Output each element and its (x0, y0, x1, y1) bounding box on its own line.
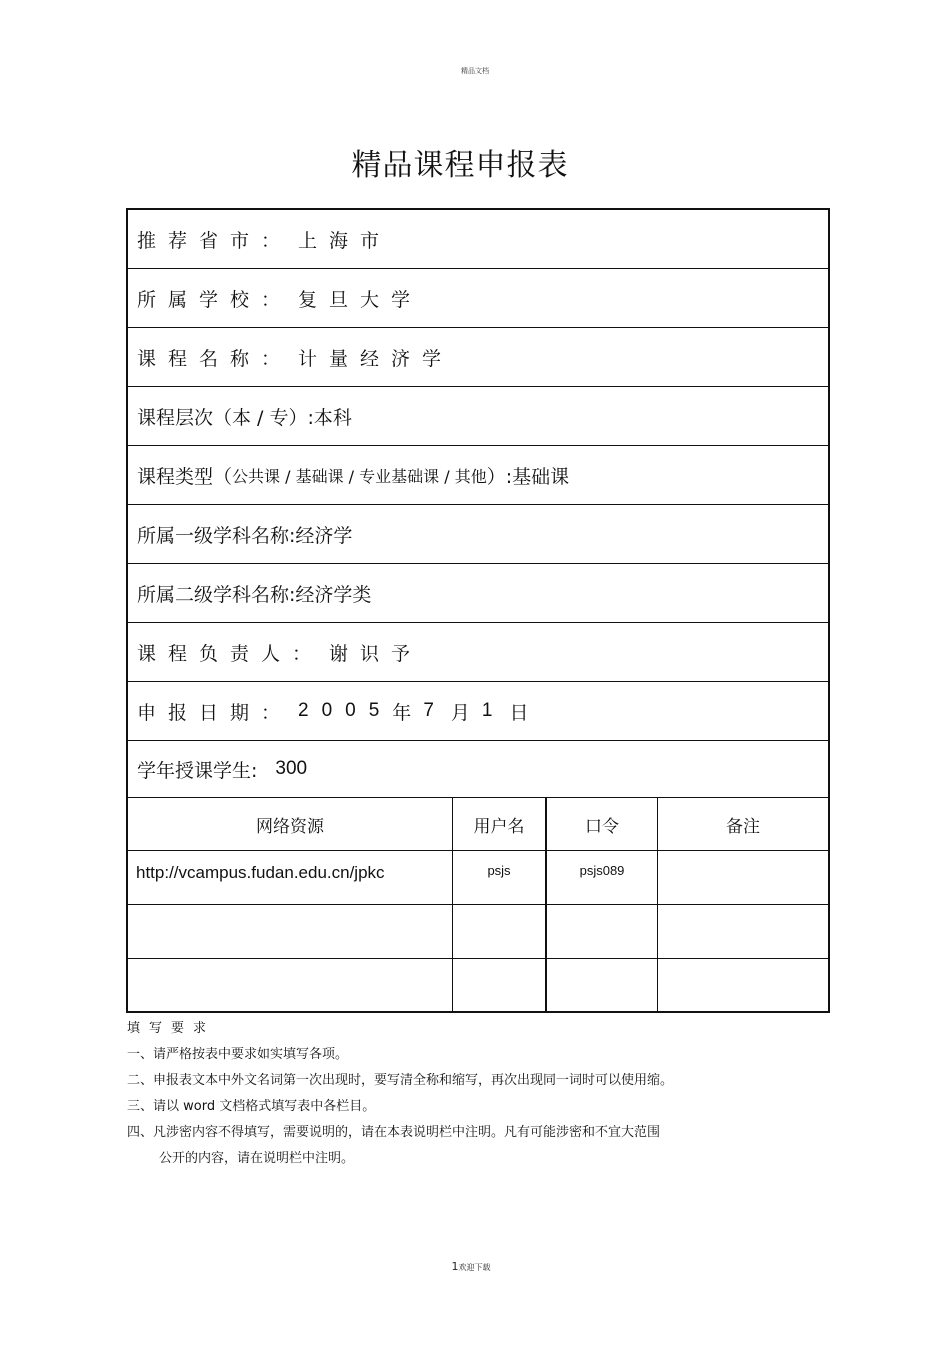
instruction-item: 二、申报表文本中外文名词第一次出现时，要写清全称和缩写，再次出现同一词时可以使用缩。 (127, 1073, 674, 1088)
students-value: 300 (275, 758, 308, 779)
row-course-level (128, 387, 828, 446)
date-label: 申报日期： (137, 701, 293, 724)
school-label: 所属学校： (137, 288, 293, 311)
footer-text: 欢迎下载 (458, 1263, 491, 1272)
resource-remarks (658, 851, 828, 904)
recommend-value: 上海市 (298, 229, 392, 252)
instruction-item: 四、凡涉密内容不得填写，需要说明的，请在本表说明栏中注明。凡有可能涉密和不宜大范围 (127, 1125, 661, 1140)
page-number: 1 (451, 1260, 459, 1273)
resource-username: psjs (487, 863, 511, 878)
row-course-leader (128, 623, 828, 682)
course-type-close: ）: (486, 465, 513, 488)
discipline2-label: 所属二级学科名称: (137, 583, 296, 606)
date-day-unit: 日 (509, 701, 541, 724)
course-type-options: 公共课 / 基础课 / 专业基础课 / 其他 (232, 466, 487, 486)
resource-url: http://vcampus.fudan.edu.cn/jpkc (136, 863, 385, 882)
discipline2-value: 经济学类 (295, 583, 372, 606)
course-type-label: 课程类型（ (137, 465, 233, 488)
page-title: 精品课程申报表 (351, 148, 569, 183)
instruction-item: 一、请严格按表中要求如实填写各项。 (127, 1047, 349, 1062)
column-header-password: 口令 (585, 816, 619, 837)
column-header-resource: 网络资源 (256, 816, 324, 837)
course-leader-value: 谢识予 (329, 642, 423, 665)
recommend-label: 推荐省市： (137, 229, 293, 252)
table-row-rule (128, 958, 828, 959)
row-discipline-level2 (128, 564, 828, 623)
course-level-label: 课程层次（本 / 专）: (137, 406, 314, 429)
footer (0, 1260, 942, 1273)
filling-instructions (127, 1016, 827, 1172)
date-month: 7 (423, 700, 447, 721)
application-form (126, 208, 830, 1013)
course-type-value: 基础课 (512, 465, 570, 488)
date-day: 1 (481, 700, 506, 721)
column-header-username: 用户名 (473, 816, 525, 837)
school-value: 复旦大学 (298, 288, 423, 311)
row-application-date (128, 682, 828, 741)
row-discipline-level1 (128, 505, 828, 564)
discipline1-label: 所属一级学科名称: (137, 524, 296, 547)
table-row-rule (128, 904, 828, 905)
course-leader-label: 课程负责人： (137, 642, 324, 665)
resource-password: psjs089 (579, 863, 625, 878)
instructions-title: 填写要求 (127, 1021, 216, 1036)
instruction-item: 三、请以 word 文档格式填写表中各栏目。 (127, 1099, 376, 1114)
date-year-unit: 年 (392, 701, 424, 724)
course-name-label: 课程名称： (137, 347, 293, 370)
discipline1-value: 经济学 (295, 524, 353, 547)
date-year: 2005 (298, 700, 393, 721)
column-header-remarks: 备注 (726, 816, 760, 837)
course-level-value: 本科 (313, 406, 352, 429)
row-course-type (128, 446, 828, 505)
date-month-unit: 月 (450, 701, 482, 724)
students-label: 学年授课学生: (137, 759, 258, 782)
course-name-value: 计量经济学 (298, 347, 454, 370)
row-course-name (128, 328, 828, 387)
row-school (128, 269, 828, 328)
row-annual-students (128, 741, 828, 797)
instruction-item-continued: 公开的内容，请在说明栏中注明。 (159, 1151, 355, 1166)
header-watermark: 精品文档 (461, 67, 489, 75)
row-recommend-province (128, 210, 828, 269)
network-resources-table (128, 797, 828, 1011)
